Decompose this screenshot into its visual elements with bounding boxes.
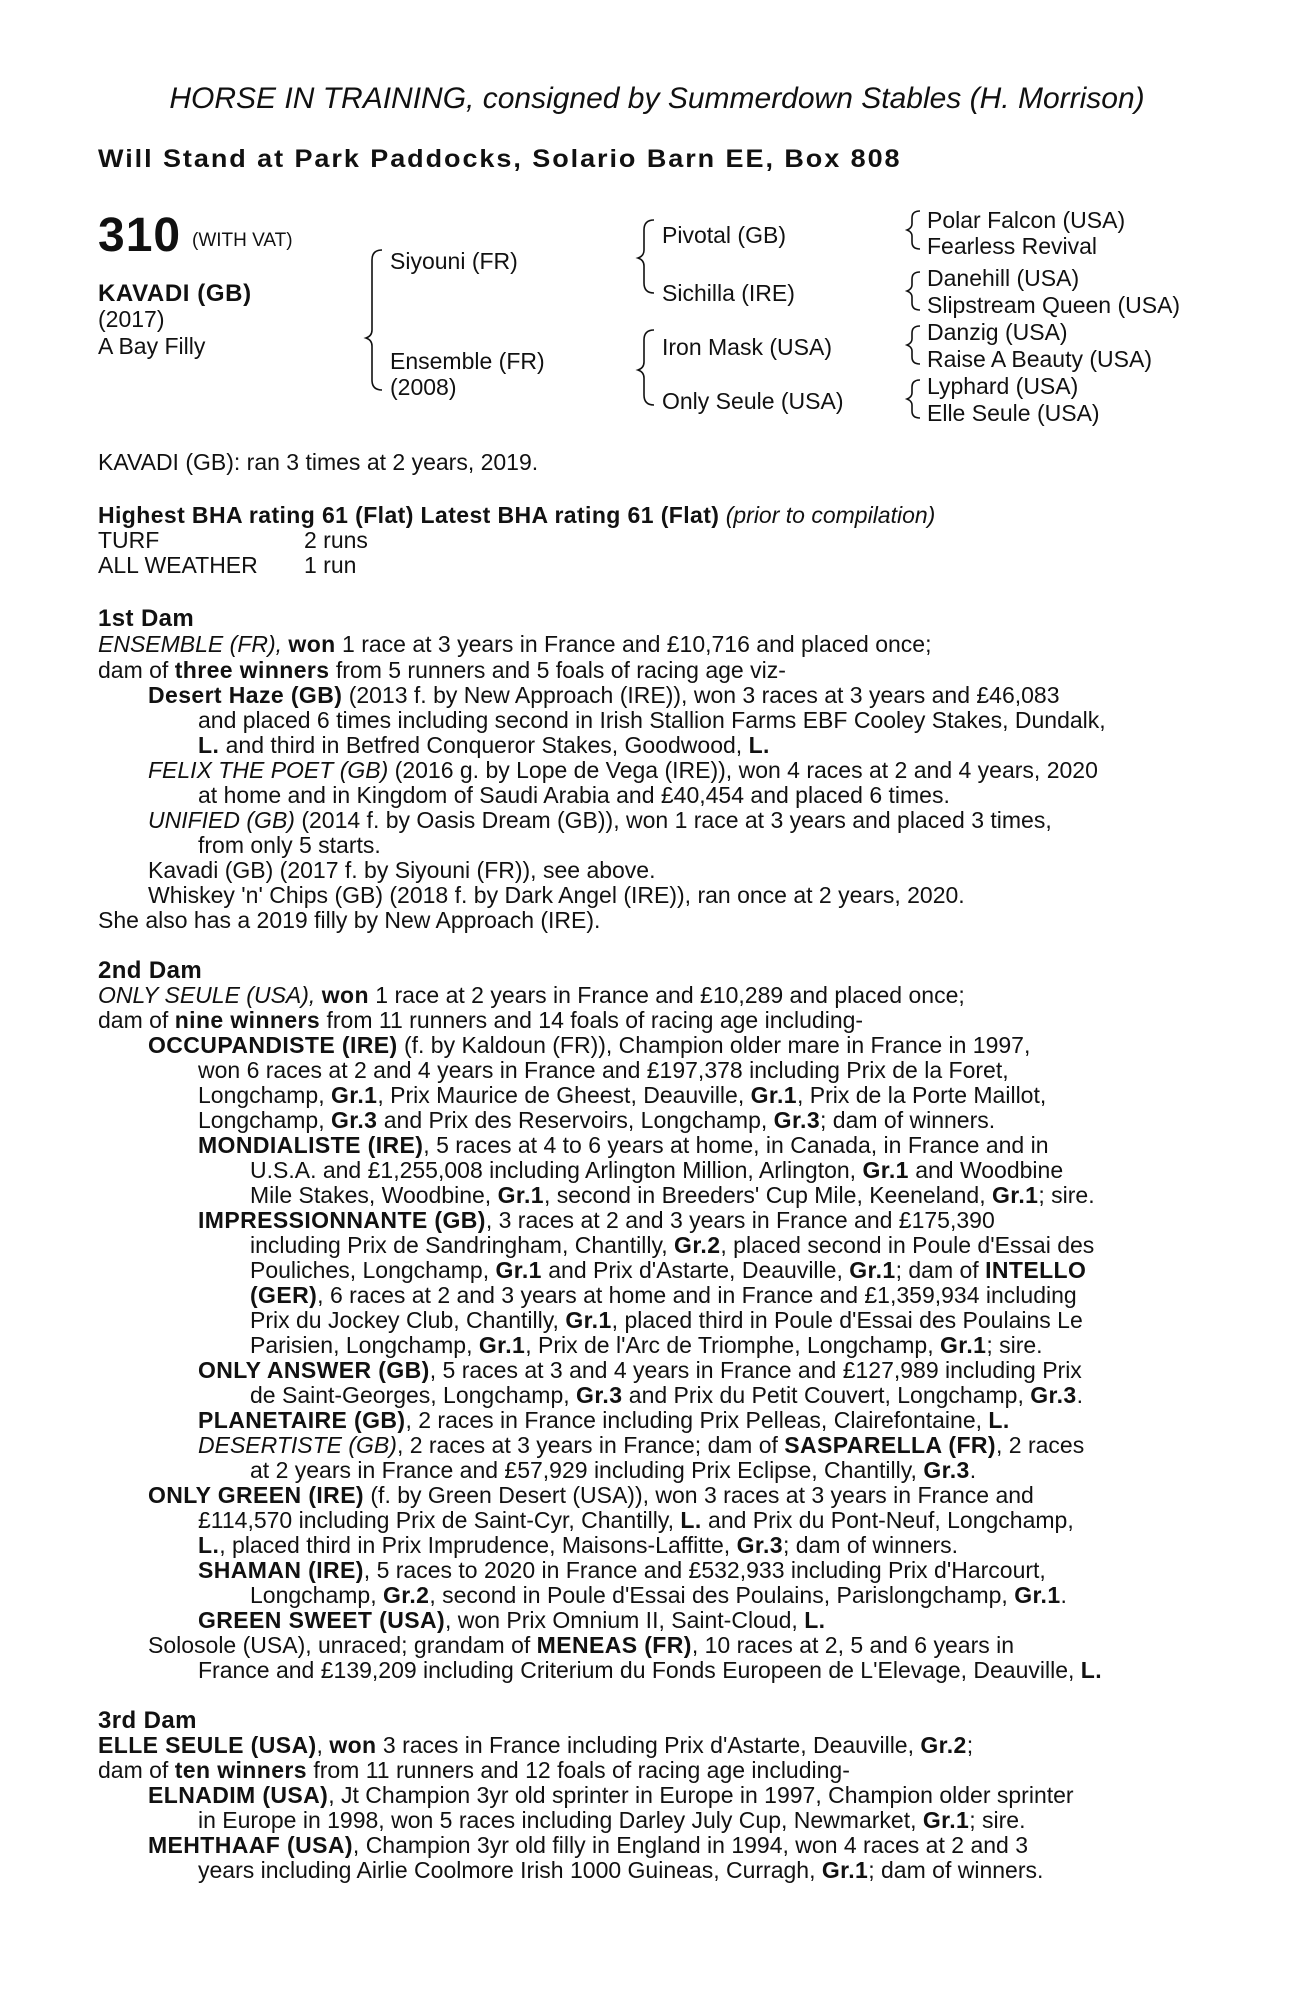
only-green-line-2 [198, 1507, 1074, 1534]
progeny-name: GREEN SWEET (USA) [198, 1607, 446, 1633]
mondialiste-line-1 [198, 1132, 1049, 1159]
grade: Gr.1 [992, 1182, 1039, 1208]
text: de Saint-Georges, Longchamp, [250, 1382, 570, 1408]
text: in Europe in 1998, won 5 races including Darley July Cup, Newmarket, [198, 1807, 917, 1833]
progeny-name: Desert Haze (GB) [148, 682, 343, 708]
text: , Prix de l'Arc de Triomphe, Longchamp, [525, 1332, 934, 1358]
grade: Gr.1 [565, 1307, 612, 1333]
desert-haze-line-3 [198, 732, 770, 759]
grade: Gr.1 [1014, 1582, 1061, 1608]
text: , 6 races at 2 and 3 years at home and in France and £1,359,934 including [317, 1282, 1077, 1308]
text: , second in Poule d'Essai des Poulains, Parislongchamp, [429, 1582, 1008, 1608]
pedigree-dam-year: (2008) [390, 374, 457, 400]
pedigree-dam-sire: Iron Mask (USA) [662, 334, 832, 360]
grade: Gr.3 [736, 1532, 783, 1558]
text: Parisien, Longchamp, [250, 1332, 473, 1358]
text: years including Airlie Coolmore Irish 1000 Guineas, Curragh, [198, 1857, 816, 1883]
impressionnante-line-3 [250, 1257, 1086, 1284]
text: , placed third in Prix Imprudence, Maisons-Laffitte, [219, 1532, 731, 1558]
won: won [329, 1732, 377, 1758]
felix-line-1 [148, 757, 1098, 784]
text: , Prix Maurice de Gheest, Deauville, [377, 1082, 745, 1108]
occupandiste-line-3 [198, 1082, 1046, 1109]
text: , 2 races at 3 years in France; dam of [396, 1432, 778, 1458]
text: , 2 races [996, 1432, 1085, 1458]
text: , 5 races at 3 and 4 years in France and £127,989 including Prix [429, 1357, 1082, 1383]
felix-line-2: at home and in Kingdom of Saudi Arabia and £40,454 and placed 6 times. [198, 782, 950, 808]
horse-year: (2017) [98, 306, 165, 332]
text: , 5 races at 4 to 6 years at home, in Canada, in France and in [423, 1132, 1049, 1158]
text: , 5 races to 2020 in France and £532,933 including Prix d'Harcourt, [363, 1557, 1046, 1583]
text: Longchamp, [198, 1082, 325, 1108]
text: (2013 f. by New Approach (IRE)), won 3 races at 3 years and £46,083 [348, 682, 1060, 708]
impressionnante-line-2 [250, 1232, 1094, 1259]
impressionnante-line-6 [250, 1332, 1043, 1359]
second-dam-name: ONLY SEULE (USA), [98, 982, 316, 1008]
mehthaaf-line-2 [198, 1857, 1043, 1884]
grade: Gr.1 [939, 1332, 987, 1358]
grade: Gr.3 [1030, 1382, 1077, 1408]
turf-value: 2 runs [304, 527, 368, 553]
text: ; sire. [986, 1332, 1043, 1358]
pedigree-g3-7: Lyphard (USA) [927, 373, 1079, 399]
unified-line-1 [148, 807, 1052, 834]
text: . [969, 1457, 977, 1483]
horse-description: A Bay Filly [98, 333, 206, 359]
whiskey-line: Whiskey 'n' Chips (GB) (2018 f. by Dark Angel (IRE)), ran once at 2 years, 2020. [148, 882, 965, 908]
listed-mark: L. [988, 1407, 1010, 1433]
text: and third in Betfred Conqueror Stakes, Goodwood, [225, 732, 743, 758]
text: and Prix du Pont-Neuf, Longchamp, [708, 1507, 1074, 1533]
text: including Prix de Sandringham, Chantilly, [250, 1232, 668, 1258]
grade: Gr.2 [382, 1582, 430, 1608]
progeny-name: UNIFIED (GB) [148, 807, 295, 833]
progeny-name: ONLY ANSWER (GB) [198, 1357, 430, 1383]
text: , 3 races at 2 and 3 years in France and £175,390 [485, 1207, 995, 1233]
impressionnante-line-1 [198, 1207, 995, 1234]
text: , Champion 3yr old filly in England in 1994, won 4 races at 2 and 3 [352, 1832, 1028, 1858]
race-summary: KAVADI (GB): ran 3 times at 2 years, 2019. [98, 449, 539, 475]
bha-rating-note: (prior to compilation) [725, 502, 936, 528]
green-sweet-line [198, 1607, 825, 1634]
aw-label: ALL WEATHER [98, 552, 258, 578]
grade: Gr.1 [478, 1332, 526, 1358]
listed-mark: L. [680, 1507, 702, 1533]
progeny-name: PLANETAIRE (GB) [198, 1407, 406, 1433]
progeny-name: ONLY GREEN (IRE) [148, 1482, 364, 1508]
text: dam of [98, 657, 169, 683]
progeny-name: SHAMAN (IRE) [198, 1557, 364, 1583]
text: Longchamp, [198, 1107, 325, 1133]
text: , [316, 1732, 323, 1758]
occupandiste-line-4 [198, 1107, 995, 1134]
pedigree-sire-dam: Sichilla (IRE) [662, 280, 795, 306]
elnadim-line-1 [148, 1782, 1074, 1809]
turf-label: TURF [98, 527, 160, 553]
mondialiste-line-3 [250, 1182, 1095, 1209]
text: from 11 runners and 14 foals of racing age including- [326, 1007, 864, 1033]
planetaire-line [198, 1407, 1010, 1434]
lot-vat-note: (WITH VAT) [192, 230, 293, 251]
occupandiste-line-1 [148, 1032, 1030, 1059]
aw-value: 1 run [304, 552, 357, 578]
pedigree-dam-dam: Only Seule (USA) [662, 388, 844, 414]
pedigree-sire-sire: Pivotal (GB) [662, 222, 786, 248]
pedigree-g3-4: Slipstream Queen (USA) [927, 292, 1181, 318]
pedigree-g3-8: Elle Seule (USA) [927, 400, 1100, 426]
text: France and £139,209 including Criterium du Fonds Europeen de L'Elevage, Deauville, [198, 1657, 1075, 1683]
unified-line-2: from only 5 starts. [198, 832, 381, 858]
listed-mark: L. [198, 732, 220, 758]
progeny-name: SASPARELLA (FR) [784, 1432, 996, 1458]
text: U.S.A. and £1,255,008 including Arlington Million, Arlington, [250, 1157, 857, 1183]
text: £114,570 including Prix de Saint-Cyr, Chantilly, [198, 1507, 675, 1533]
text: , won Prix Omnium II, Saint-Cloud, [445, 1607, 798, 1633]
text: and Woodbine [915, 1157, 1064, 1183]
grade: Gr.1 [821, 1857, 869, 1883]
text: ; dam of winners. [782, 1532, 959, 1558]
only-green-line-3 [198, 1532, 958, 1559]
lot-number: 310 [98, 209, 182, 262]
text: and Prix du Petit Couvert, Longchamp, [628, 1382, 1024, 1408]
text: ; sire. [969, 1807, 1026, 1833]
pedigree-dam: Ensemble (FR) [390, 348, 545, 374]
impressionnante-line-5 [250, 1307, 1083, 1334]
desert-haze-line-2: and placed 6 times including second in Irish Stallion Farms EBF Cooley Stakes, Dundalk, [198, 707, 1106, 733]
text: ; sire. [1038, 1182, 1095, 1208]
progeny-name: MONDIALISTE (IRE) [198, 1132, 424, 1158]
desertiste-line-2 [250, 1457, 976, 1484]
text: from 5 runners and 5 foals of racing age viz- [335, 657, 786, 683]
third-dam-heading: 3rd Dam [98, 1707, 197, 1734]
progeny-name: (GER) [250, 1282, 318, 1308]
progeny-name: MEHTHAAF (USA) [148, 1832, 353, 1858]
text: Pouliches, Longchamp, [250, 1257, 490, 1283]
shaman-line-2 [250, 1582, 1067, 1609]
solosole-line-2 [198, 1657, 1102, 1684]
text: 1 race at 2 years in France and £10,289 and placed once; [375, 982, 965, 1008]
text: and Prix des Reservoirs, Longchamp, [383, 1107, 768, 1133]
winners-count: three winners [174, 657, 330, 683]
third-dam-line-2 [98, 1757, 850, 1784]
pedigree-g3-5: Danzig (USA) [927, 319, 1068, 345]
occupandiste-line-2: won 6 races at 2 and 4 years in France and £197,378 including Prix de la Foret, [198, 1057, 1009, 1083]
page-title: HORSE IN TRAINING, consigned by Summerdown Stables (H. Morrison) [169, 82, 1145, 115]
first-dam-name: ENSEMBLE (FR), [98, 631, 283, 657]
only-answer-line-2 [250, 1382, 1083, 1409]
also-line: She also has a 2019 filly by New Approach (IRE). [98, 907, 601, 933]
text: (2014 f. by Oasis Dream (GB)), won 1 race at 3 years and placed 3 times, [301, 807, 1052, 833]
pedigree-sire: Siyouni (FR) [390, 248, 518, 274]
text: , Jt Champion 3yr old sprinter in Europe in 1997, Champion older sprinter [328, 1782, 1074, 1808]
winners-count: nine winners [174, 1007, 321, 1033]
text: 3 races in France including Prix d'Astarte, Deauville, [382, 1732, 914, 1758]
text: , Prix de la Porte Maillot, [796, 1082, 1047, 1108]
text: (2016 g. by Lope de Vega (IRE)), won 4 races at 2 and 4 years, 2020 [394, 757, 1098, 783]
grade: Gr.3 [576, 1382, 623, 1408]
desertiste-line-1 [198, 1432, 1084, 1459]
elnadim-line-2 [198, 1807, 1025, 1834]
text: from 11 runners and 12 foals of racing age including- [313, 1757, 850, 1783]
first-dam-heading: 1st Dam [98, 605, 195, 632]
grade: Gr.1 [862, 1157, 909, 1183]
text: dam of [98, 1007, 169, 1033]
horse-name: KAVADI (GB) [98, 280, 252, 307]
text: . [1076, 1382, 1083, 1408]
second-dam-line-2 [98, 1007, 863, 1034]
grade: Gr.1 [750, 1082, 797, 1108]
only-green-line-1 [148, 1482, 1034, 1509]
text: ; dam of winners. [820, 1107, 996, 1133]
progeny-name: IMPRESSIONNANTE (GB) [198, 1207, 486, 1233]
first-dam-won: won [288, 631, 336, 657]
text: , placed second in Poule d'Essai des [720, 1232, 1095, 1258]
progeny-name: MENEAS (FR) [536, 1632, 692, 1658]
progeny-name: FELIX THE POET (GB) [148, 757, 389, 783]
shaman-line-1 [198, 1557, 1046, 1584]
grade: Gr.1 [495, 1257, 542, 1283]
desert-haze-line-1 [148, 682, 1060, 709]
impressionnante-line-4 [250, 1282, 1077, 1309]
winners-count: ten winners [174, 1757, 307, 1783]
grade: Gr.1 [497, 1182, 544, 1208]
stand-location: Will Stand at Park Paddocks, Solario Barn EE, Box 808 [98, 145, 902, 173]
won: won [321, 982, 369, 1008]
first-dam-line-1 [98, 631, 931, 658]
mehthaaf-line-1 [148, 1832, 1028, 1859]
second-dam-heading: 2nd Dam [98, 957, 203, 984]
listed-mark: L. [804, 1607, 826, 1633]
grade: Gr.3 [773, 1107, 821, 1133]
progeny-name: DESERTISTE (GB) [198, 1432, 397, 1458]
pedigree-g3-2: Fearless Revival [927, 233, 1097, 259]
bha-rating [98, 502, 935, 529]
text: and Prix d'Astarte, Deauville, [548, 1257, 843, 1283]
second-dam-line-1 [98, 982, 965, 1009]
pedigree-g3-6: Raise A Beauty (USA) [927, 346, 1152, 372]
text: , second in Breeders' Cup Mile, Keeneland, [543, 1182, 986, 1208]
grade: Gr.2 [920, 1732, 967, 1758]
kavadi-line: Kavadi (GB) (2017 f. by Siyouni (FR)), see above. [148, 857, 656, 883]
third-dam-line-1 [98, 1732, 973, 1759]
grade: Gr.2 [674, 1232, 721, 1258]
text: . [1060, 1582, 1067, 1608]
text: Longchamp, [250, 1582, 377, 1608]
listed-mark: L. [198, 1532, 220, 1558]
solosole-line-1 [148, 1632, 1014, 1659]
text: (f. by Green Desert (USA)), won 3 races at 3 years in France and [370, 1482, 1034, 1508]
text: at 2 years in France and £57,929 including Prix Eclipse, Chantilly, [250, 1457, 917, 1483]
third-dam-name: ELLE SEULE (USA) [98, 1732, 317, 1758]
first-dam-record: 1 race at 3 years in France and £10,716 and placed once; [342, 631, 932, 657]
grade: Gr.3 [330, 1107, 378, 1133]
mondialiste-line-2 [250, 1157, 1063, 1184]
pedigree-g3-3: Danehill (USA) [927, 265, 1080, 291]
bha-rating-values: Highest BHA rating 61 (Flat) Latest BHA rating 61 (Flat) [98, 502, 720, 528]
text: , 10 races at 2, 5 and 6 years in [691, 1632, 1015, 1658]
only-answer-line-1 [198, 1357, 1082, 1384]
progeny-name: INTELLO [985, 1257, 1087, 1283]
pedigree-g3-1: Polar Falcon (USA) [927, 207, 1126, 233]
progeny-name: OCCUPANDISTE (IRE) [148, 1032, 398, 1058]
text: , 2 races in France including Prix Pelleas, Clairefontaine, [405, 1407, 983, 1433]
text: Mile Stakes, Woodbine, [250, 1182, 492, 1208]
first-dam-line-2 [98, 657, 786, 684]
listed-mark: L. [748, 732, 770, 758]
text: , placed third in Poule d'Essai des Poulains Le [611, 1307, 1083, 1333]
text: (f. by Kaldoun (FR)), Champion older mare in France in 1997, [403, 1032, 1031, 1058]
text: dam of [98, 1757, 169, 1783]
text: ; [966, 1732, 974, 1758]
listed-mark: L. [1080, 1657, 1103, 1683]
text: ; dam of [895, 1257, 979, 1283]
grade: Gr.1 [922, 1807, 970, 1833]
progeny-name: ELNADIM (USA) [148, 1782, 329, 1808]
grade: Gr.3 [923, 1457, 970, 1483]
text: ; dam of winners. [868, 1857, 1044, 1883]
grade: Gr.1 [330, 1082, 378, 1108]
text: Prix du Jockey Club, Chantilly, [250, 1307, 559, 1333]
grade: Gr.1 [849, 1257, 896, 1283]
text: Solosole (USA), unraced; grandam of [148, 1632, 531, 1658]
